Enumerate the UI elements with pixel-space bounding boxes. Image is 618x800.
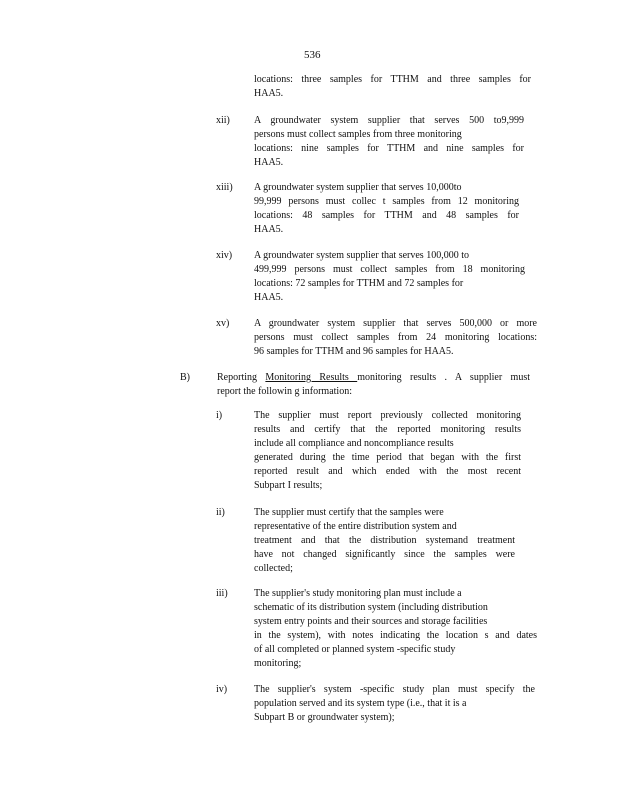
item-number: iii) [216,588,228,599]
list-item: The supplier must certify that the samples were representative of the entire distribution system and treatment and that the distribution systemand treatment have not changed significantly since the samples were collected; [254,507,515,574]
item-number: xiv) [216,250,233,261]
item-number: ii) [216,507,225,518]
item-number: iv) [216,684,228,695]
item-number: i) [216,410,223,421]
list-item: The supplier's system -specific study plan must specify the population served and its system type (i.e., that it is a Subpart B or groundwater system); [254,684,535,723]
page-number: 536 [304,49,321,61]
item-number: xiii) [216,182,233,193]
section-intro: Reporting Monitoring Results monitoring results . A supplier must report the followin g information: [217,372,530,397]
list-item: The supplier must report previously collected monitoring results and certify that the reported monitoring results include all compliance and noncompliance results generated during the time period that began with the first reported result and which ended with the most recent Subpart I results; [254,410,521,491]
list-item: A groundwater system supplier that serves 500,000 or more persons must collect samples from 24 monitoring locations: 96 samples for TTHM and 96 samples for HAA5. [254,318,537,357]
list-item: A groundwater system supplier that serves 500 to9,999 persons must collect samples from three monitoring locations: nine samples for TTHM and nine samples for HAA5. [254,115,524,168]
list-item: A groundwater system supplier that serves 100,000 to 499,999 persons must collect samples from 18 monitoring locations: 72 samples for TTHM and 72 samples for HAA5. [254,250,525,303]
list-item: The supplier's study monitoring plan must include a schematic of its distribution system (including distribution system entry points and their sources and storage facilities in the system), with notes indicating the location s and dates of all completed or planned system -specific study monitoring; [254,588,537,669]
list-item: A groundwater system supplier that serves 10,000to 99,999 persons must collec t samples from 12 monitoring locations: 48 samples for TTHM and 48 samples for HAA5. [254,182,519,235]
continued-text: locations: three samples for TTHM and three samples for HAA5. [254,74,531,99]
item-number: xv) [216,318,230,329]
section-label: B) [180,372,190,383]
item-number: xii) [216,115,230,126]
